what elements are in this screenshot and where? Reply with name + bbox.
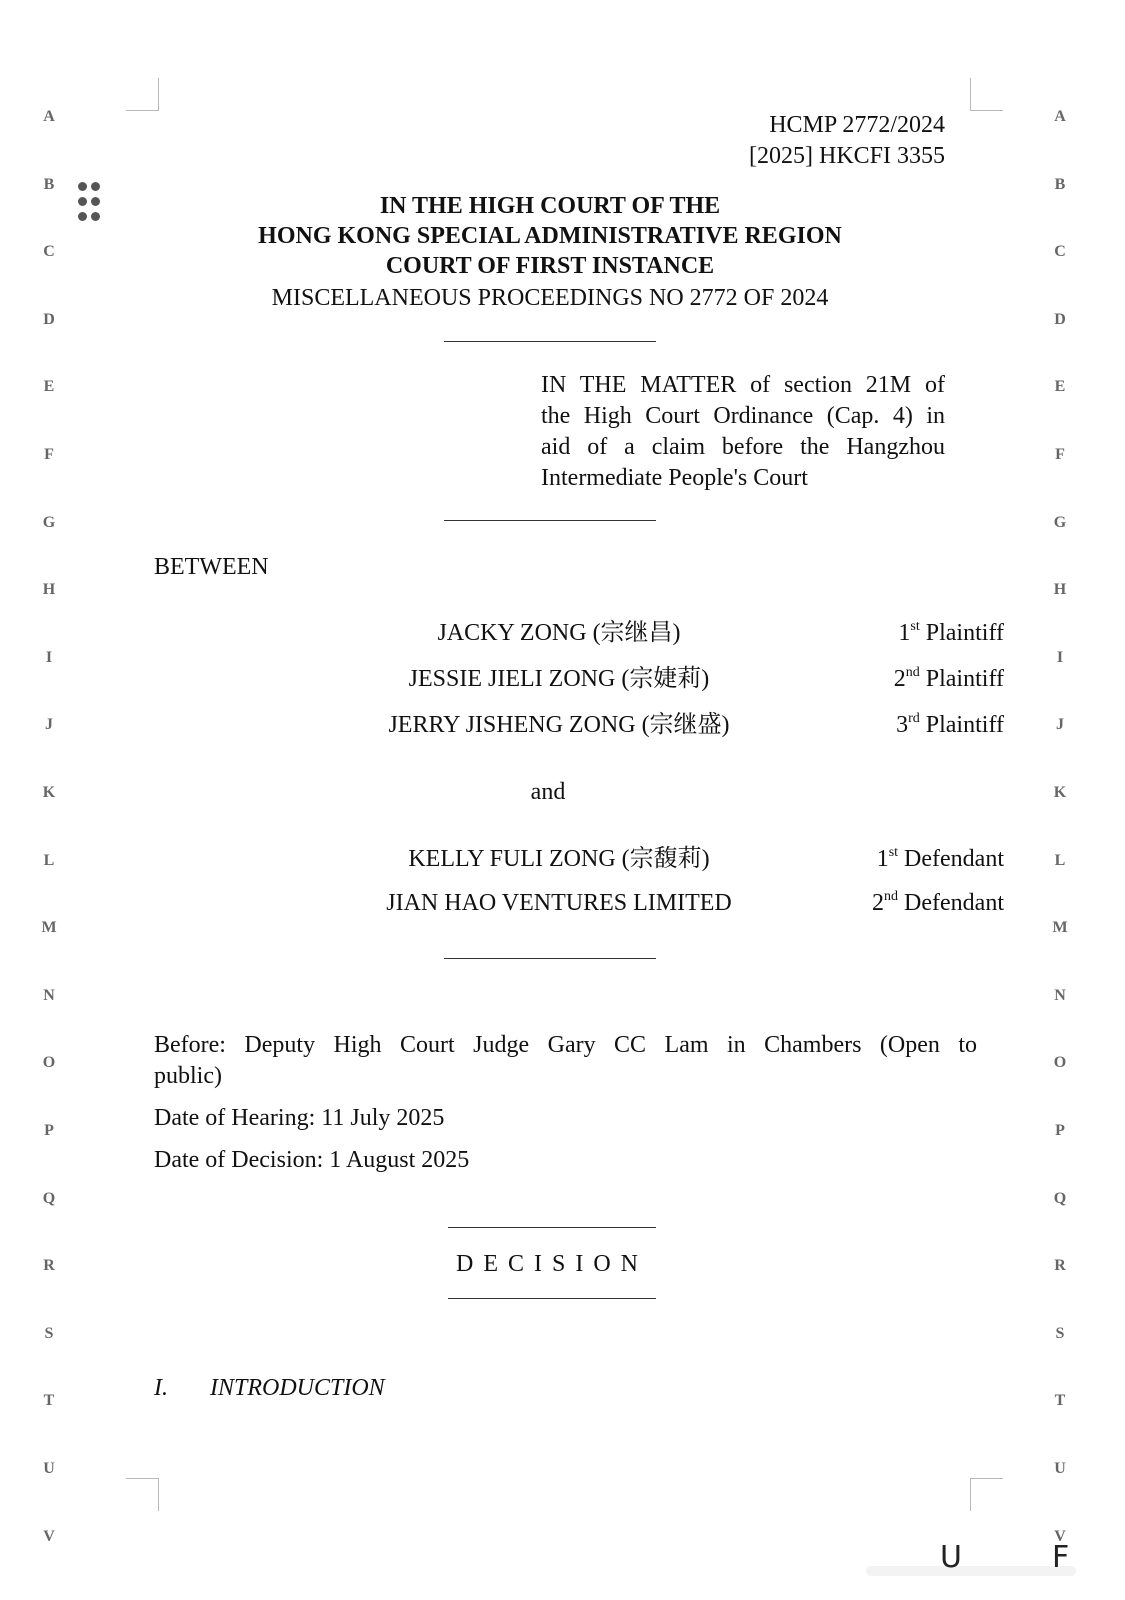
party-name: JESSIE JIELI ZONG (宗婕莉) — [408, 666, 710, 692]
margin-letter-left: P — [44, 1122, 54, 1139]
margin-letter-left: G — [42, 514, 56, 531]
party-name: JIAN HAO VENTURES LIMITED — [386, 890, 732, 916]
party-role: 2nd Plaintiff — [893, 665, 1004, 692]
party-row-defendant-1 — [154, 843, 1004, 875]
bottom-toolbar — [866, 1540, 1110, 1580]
margin-letter-left: C — [43, 243, 55, 260]
party-role: 1st Plaintiff — [898, 619, 1004, 646]
margin-letter-left: B — [43, 176, 55, 193]
party-row-plaintiff-1 — [154, 617, 1004, 649]
margin-letter-right: K — [1053, 784, 1067, 801]
margin-letter-left: T — [43, 1392, 55, 1409]
margin-letter-left: I — [45, 649, 53, 666]
margin-letter-right: J — [1056, 716, 1064, 733]
margin-letter-left: N — [43, 987, 55, 1004]
case-citation: [2025] HKCFI 3355 — [749, 143, 945, 169]
matter-block — [541, 370, 945, 494]
toolbar-icon-u[interactable]: U — [940, 1540, 962, 1575]
party-row-defendant-2 — [154, 887, 1004, 919]
court-title-line-1: IN THE HIGH COURT OF THE — [379, 193, 721, 219]
divider-rule — [444, 341, 656, 342]
margin-letter-left: M — [41, 919, 57, 936]
margin-letter-right: M — [1052, 919, 1068, 936]
party-name: JERRY JISHENG ZONG (宗继盛) — [388, 712, 730, 738]
corner-mark-top-right — [970, 78, 1003, 111]
party-row-plaintiff-3 — [154, 709, 1004, 741]
corner-mark-bottom-right — [970, 1478, 1003, 1511]
margin-letter-left: Q — [42, 1190, 56, 1207]
margin-letter-right: P — [1055, 1122, 1065, 1139]
between-label: BETWEEN — [154, 554, 269, 580]
before-line-1: Before: Deputy High Court Judge Gary CC Lam in Chambers (Open to — [154, 1032, 977, 1058]
divider-rule — [444, 958, 656, 959]
party-role: 2nd Defendant — [872, 889, 1004, 916]
margin-letter-right: B — [1054, 176, 1066, 193]
party-role: 3rd Plaintiff — [896, 711, 1004, 738]
margin-letter-left: K — [42, 784, 56, 801]
margin-letter-right: U — [1054, 1460, 1066, 1477]
margin-letter-left: L — [43, 852, 55, 869]
margin-letter-right: F — [1055, 446, 1065, 463]
margin-letter-left: F — [44, 446, 54, 463]
margin-letter-left: E — [43, 378, 55, 395]
margin-letter-left: D — [43, 311, 55, 328]
court-title-line-2: HONG KONG SPECIAL ADMINISTRATIVE REGION — [258, 223, 842, 249]
matter-line-1: IN THE MATTER of section 21M of — [541, 372, 945, 398]
margin-letter-right: Q — [1053, 1190, 1067, 1207]
corner-mark-bottom-left — [126, 1478, 159, 1511]
matter-line-3: aid of a claim before the Hangzhou — [541, 434, 945, 460]
margin-letter-left: O — [42, 1054, 56, 1071]
toolbar-fade-bar — [866, 1566, 1076, 1576]
margin-letter-left: J — [45, 716, 53, 733]
matter-line-2: the High Court Ordinance (Cap. 4) in — [541, 403, 945, 429]
margin-letter-left: U — [43, 1460, 55, 1477]
margin-letter-left: R — [43, 1257, 55, 1274]
margin-letter-left: H — [42, 581, 56, 598]
divider-rule — [444, 520, 656, 521]
margin-letter-right: O — [1053, 1054, 1067, 1071]
margin-letter-right: C — [1054, 243, 1066, 260]
date-of-hearing: Date of Hearing: 11 July 2025 — [154, 1105, 445, 1131]
margin-letter-right: S — [1055, 1325, 1065, 1342]
matter-line-4: Intermediate People's Court — [541, 465, 808, 491]
margin-letter-right: H — [1053, 581, 1067, 598]
decision-title: D E C I S I O N — [456, 1251, 640, 1277]
court-title-line-3: COURT OF FIRST INSTANCE — [385, 253, 715, 279]
margin-letter-right: N — [1054, 987, 1066, 1004]
proceedings-number: MISCELLANEOUS PROCEEDINGS NO 2772 OF 2024 — [271, 285, 829, 311]
margin-letter-right: R — [1054, 1257, 1066, 1274]
party-role: 1st Defendant — [876, 845, 1004, 872]
margin-letter-right: V — [1054, 1528, 1066, 1545]
margin-letter-left: S — [44, 1325, 54, 1342]
before-line-2: public) — [154, 1063, 222, 1089]
toolbar-icon-f[interactable]: F — [1052, 1540, 1070, 1575]
margin-letter-left: A — [43, 108, 55, 125]
case-number: HCMP 2772/2024 — [769, 112, 945, 138]
margin-letter-right: A — [1054, 108, 1066, 125]
party-name: KELLY FULI ZONG (宗馥莉) — [408, 846, 710, 872]
drag-handle-icon[interactable] — [74, 182, 104, 226]
corner-mark-top-left — [126, 78, 159, 111]
section-title: INTRODUCTION — [210, 1375, 385, 1401]
margin-letter-right: L — [1054, 852, 1066, 869]
date-of-decision: Date of Decision: 1 August 2025 — [154, 1147, 470, 1173]
margin-letter-right: G — [1053, 514, 1067, 531]
margin-letter-right: D — [1054, 311, 1066, 328]
decision-rule-top — [448, 1227, 656, 1228]
margin-letter-right: E — [1054, 378, 1066, 395]
and-label: and — [530, 779, 566, 805]
section-number: I. — [154, 1375, 168, 1401]
margin-letter-right: I — [1056, 649, 1064, 666]
party-row-plaintiff-2 — [154, 663, 1004, 695]
margin-letter-left: V — [43, 1528, 55, 1545]
party-name: JACKY ZONG (宗继昌) — [437, 620, 681, 646]
margin-letter-right: T — [1054, 1392, 1066, 1409]
decision-rule-bottom — [448, 1298, 656, 1299]
